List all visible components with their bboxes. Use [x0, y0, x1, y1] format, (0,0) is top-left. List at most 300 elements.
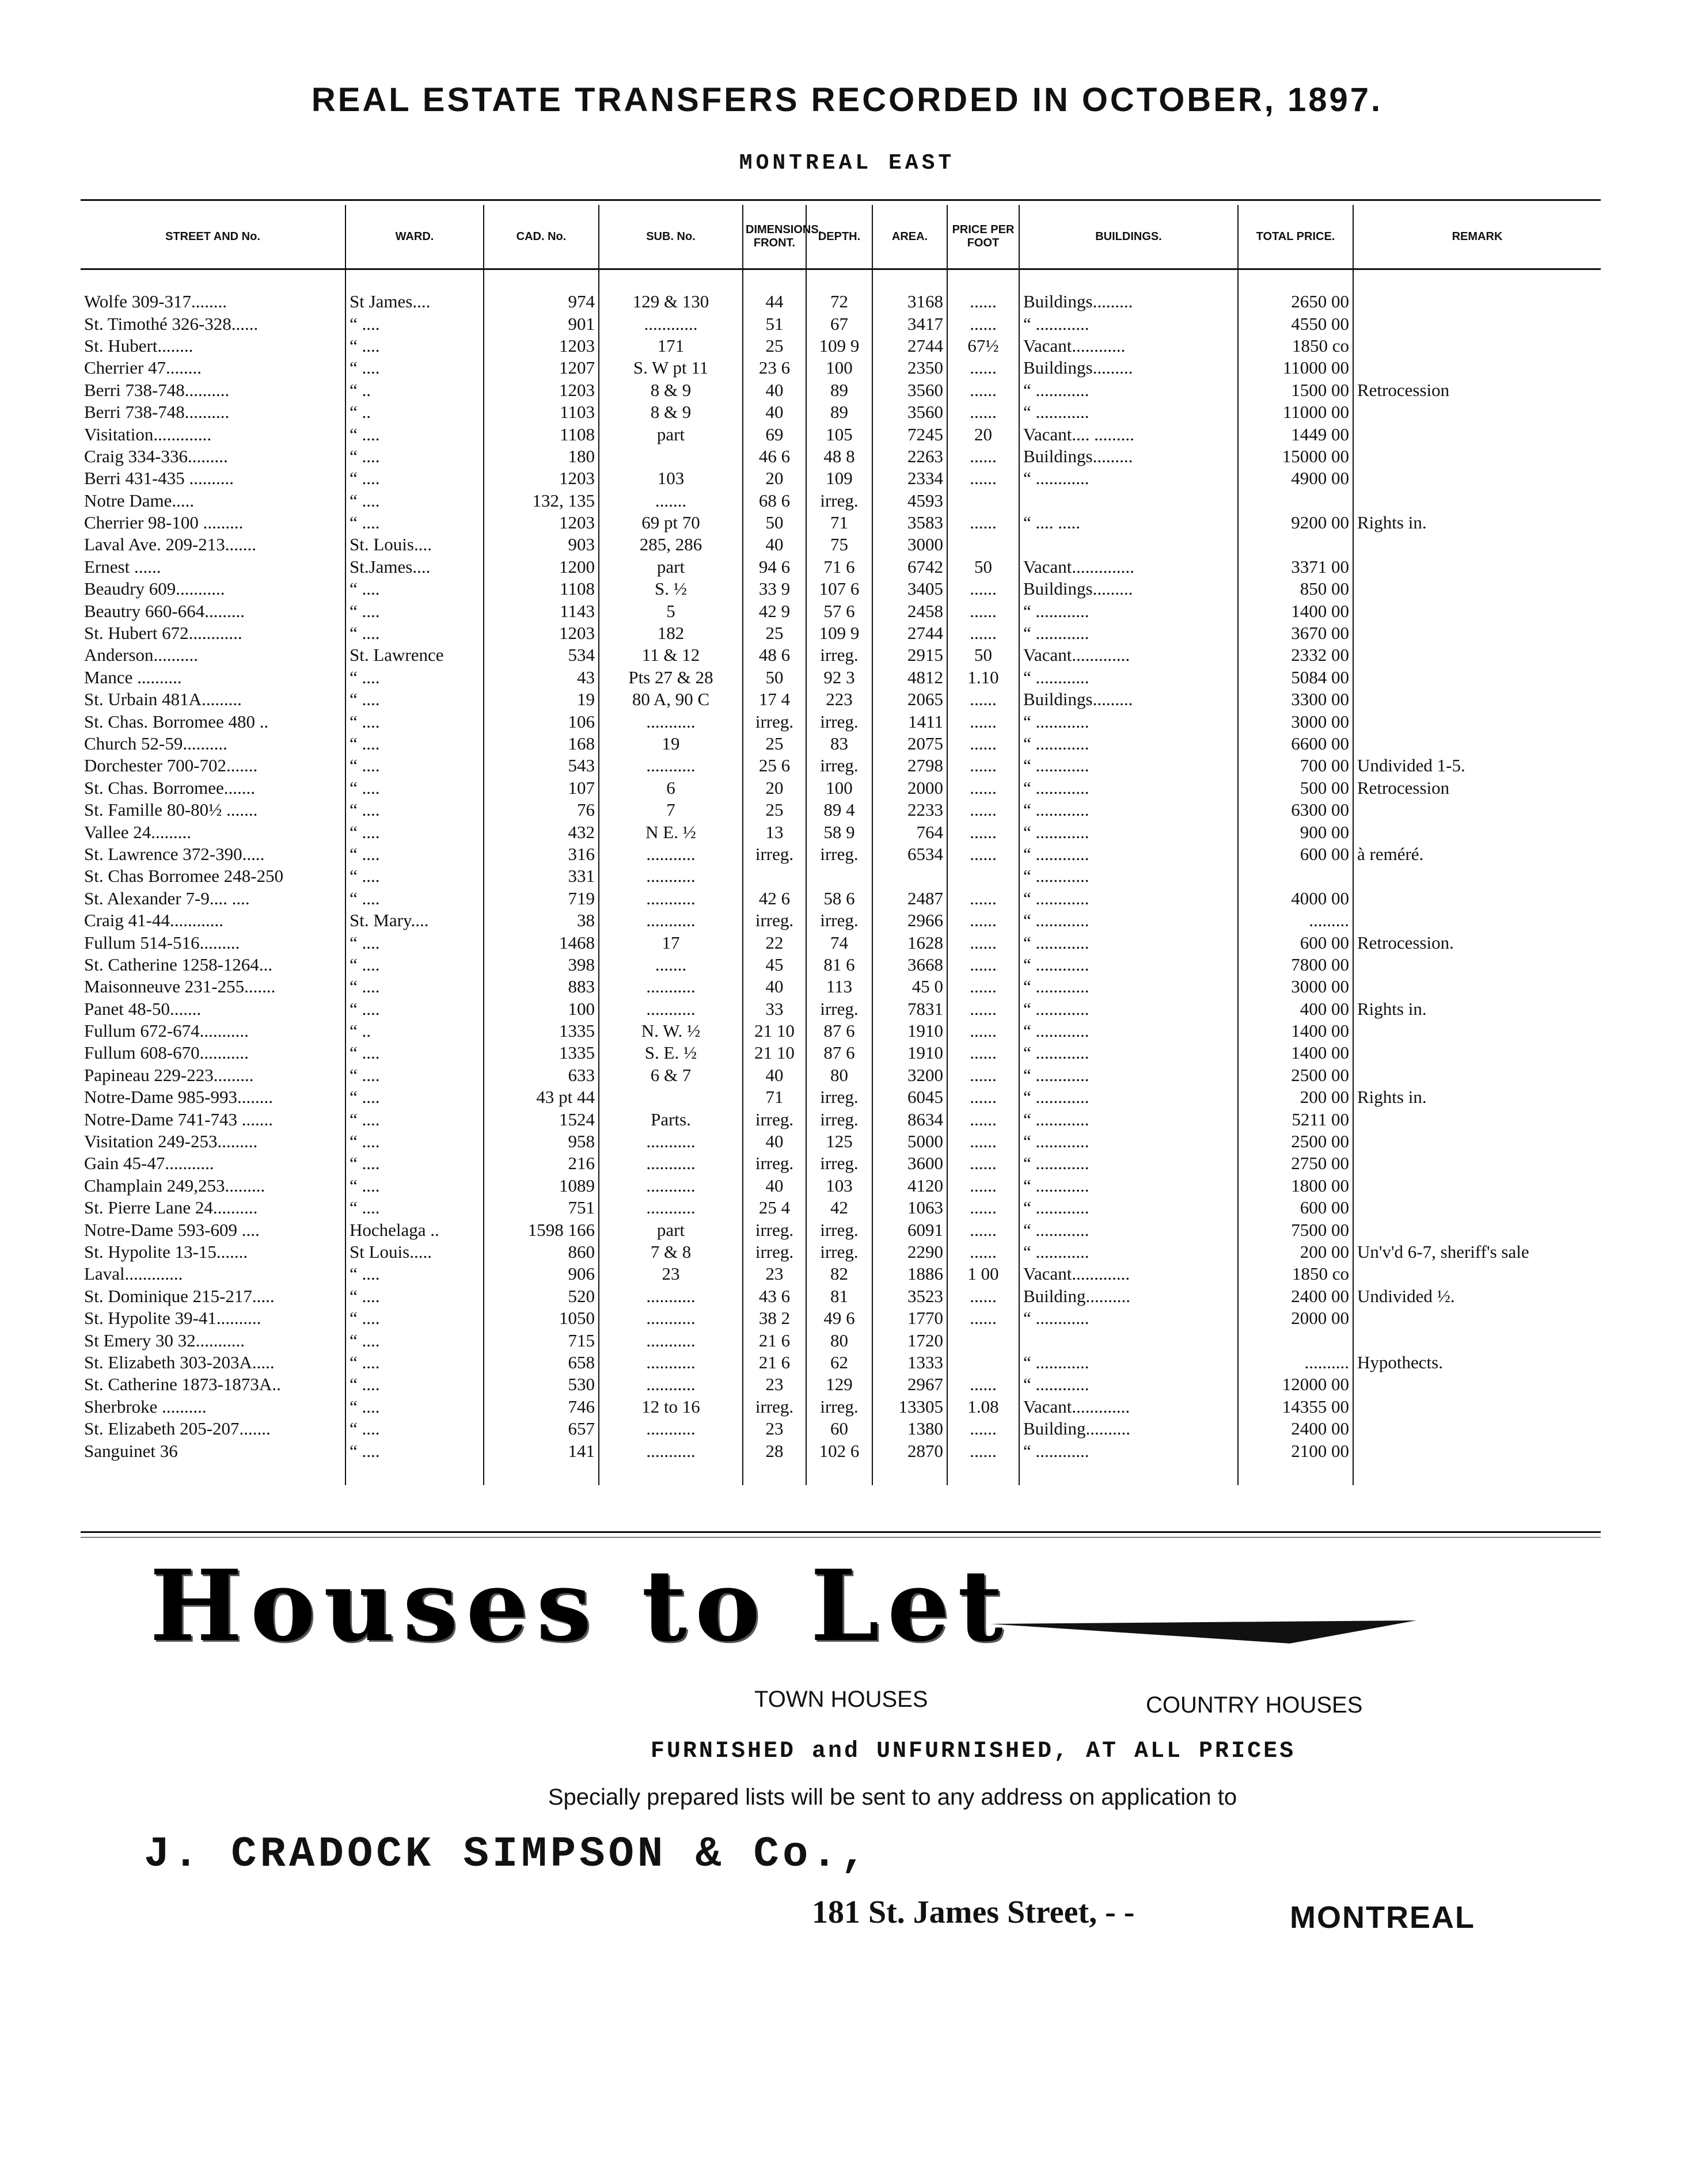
cell-street: Papineau 229-223......... — [84, 1064, 254, 1085]
cell-ward: “ .... — [345, 313, 484, 334]
cell-sub: Pts 27 & 28 — [599, 667, 743, 688]
cell-street: Craig 41-44............ — [84, 910, 223, 931]
cell-buildings: Building.......... — [1019, 1285, 1238, 1307]
cell-ward: “ .... — [345, 688, 484, 710]
cell-remark — [1353, 1042, 1601, 1064]
cell-buildings: “ ............ — [1019, 1086, 1238, 1108]
cell-buildings: Vacant.............. — [1019, 556, 1238, 578]
table-row — [81, 998, 1601, 1020]
cell-front: 46 6 — [743, 446, 806, 467]
cell-ward: “ .... — [345, 1396, 484, 1418]
cell-buildings: “ ............ — [1019, 821, 1238, 843]
cell-total-price: 15000 00 — [1238, 446, 1353, 467]
cell-total-price: 6300 00 — [1238, 799, 1353, 821]
cell-area: 1770 — [872, 1307, 947, 1329]
cell-sub — [599, 446, 743, 467]
cell-buildings: Building.......... — [1019, 1418, 1238, 1440]
cell-ward: “ .... — [345, 1131, 484, 1152]
cell-area: 2967 — [872, 1373, 947, 1395]
cell-cad: 1524 — [484, 1108, 599, 1130]
cell-total-price: .......... — [1238, 1352, 1353, 1373]
cell-area: 2233 — [872, 799, 947, 821]
cell-remark — [1353, 622, 1601, 644]
cell-remark — [1353, 269, 1601, 313]
table-body — [81, 269, 1601, 1485]
cell-sub: 129 & 130 — [599, 269, 743, 313]
table-row — [81, 644, 1601, 666]
cell-price-per-foot: 1.10 — [947, 667, 1019, 688]
cell-cad: 974 — [484, 269, 599, 313]
cell-price-per-foot: ...... — [947, 1175, 1019, 1197]
cell-front: 40 — [743, 976, 806, 998]
col-header-front: DIMENSIONS. FRONT. — [743, 205, 806, 269]
cell-total-price — [1238, 490, 1353, 512]
cell-sub: Parts. — [599, 1108, 743, 1130]
cell-price-per-foot — [947, 534, 1019, 555]
cell-price-per-foot: ...... — [947, 1152, 1019, 1174]
col-header-total-price: TOTAL PRICE. — [1238, 205, 1353, 269]
cell-price-per-foot: ...... — [947, 998, 1019, 1020]
cell-price-per-foot: ...... — [947, 1219, 1019, 1241]
cell-depth: 83 — [806, 733, 872, 755]
cell-sub: part — [599, 556, 743, 578]
cell-cad: 1089 — [484, 1175, 599, 1197]
cell-front: 48 6 — [743, 644, 806, 666]
cell-buildings: Buildings......... — [1019, 446, 1238, 467]
cell-street: Anderson.......... — [84, 645, 199, 665]
cell-buildings: Vacant.... ......... — [1019, 423, 1238, 445]
cell-depth: 48 8 — [806, 446, 872, 467]
cell-total-price: 2400 00 — [1238, 1285, 1353, 1307]
cell-ward: “ .... — [345, 843, 484, 865]
cell-buildings: Vacant............. — [1019, 1396, 1238, 1418]
cell-remark — [1353, 578, 1601, 600]
cell-depth: 100 — [806, 777, 872, 799]
cell-buildings: “ ............ — [1019, 622, 1238, 644]
cell-street: Laval............. — [84, 1264, 183, 1284]
table-row — [81, 1263, 1601, 1285]
cell-remark — [1353, 710, 1601, 732]
cell-buildings: “ ............ — [1019, 379, 1238, 401]
cell-price-per-foot: ...... — [947, 688, 1019, 710]
cell-depth: 103 — [806, 1175, 872, 1197]
cell-depth: 92 3 — [806, 667, 872, 688]
cell-sub: ........... — [599, 1329, 743, 1351]
cell-depth: irreg. — [806, 910, 872, 931]
cell-sub: ........... — [599, 843, 743, 865]
cell-buildings: “ ............ — [1019, 976, 1238, 998]
cell-buildings: “ ............ — [1019, 313, 1238, 334]
cell-area: 4120 — [872, 1175, 947, 1197]
cell-area: 2487 — [872, 888, 947, 910]
cell-area: 3168 — [872, 269, 947, 313]
cell-front: 40 — [743, 401, 806, 423]
cell-street: Sherbroke .......... — [84, 1396, 207, 1417]
cell-buildings: “ ............ — [1019, 1064, 1238, 1086]
cell-total-price: 600 00 — [1238, 1197, 1353, 1219]
cell-area: 1910 — [872, 1042, 947, 1064]
cell-area: 3560 — [872, 401, 947, 423]
table-row — [81, 313, 1601, 334]
cell-street: St. Lawrence 372-390..... — [84, 843, 265, 864]
cell-area: 2065 — [872, 688, 947, 710]
cell-depth: irreg. — [806, 1152, 872, 1174]
cell-buildings — [1019, 1329, 1238, 1351]
cell-cad: 1143 — [484, 600, 599, 622]
cell-street: Visitation 249-253......... — [84, 1131, 258, 1152]
cell-front: 20 — [743, 777, 806, 799]
cell-street: Laval Ave. 209-213....... — [84, 534, 257, 555]
cell-cad: 1103 — [484, 401, 599, 423]
cell-ward: St. Lawrence — [345, 644, 484, 666]
cell-street: Notre-Dame 985-993........ — [84, 1087, 273, 1108]
cell-cad: 38 — [484, 910, 599, 931]
cell-street: St. Catherine 1873-1873A.. — [84, 1374, 281, 1395]
cell-remark — [1353, 1131, 1601, 1152]
cell-remark — [1353, 733, 1601, 755]
cell-price-per-foot: ...... — [947, 710, 1019, 732]
cell-buildings: “ ............ — [1019, 733, 1238, 755]
cell-sub: 17 — [599, 931, 743, 953]
cell-remark — [1353, 313, 1601, 334]
table-row — [81, 1175, 1601, 1197]
cell-buildings: Vacant............. — [1019, 644, 1238, 666]
cell-area: 3600 — [872, 1152, 947, 1174]
cell-remark — [1353, 667, 1601, 688]
col-header-street: STREET AND No. — [81, 205, 345, 269]
cell-depth: irreg. — [806, 755, 872, 777]
cell-cad: 1108 — [484, 423, 599, 445]
cell-cad: 168 — [484, 733, 599, 755]
table-row — [81, 667, 1601, 688]
cell-depth: 71 6 — [806, 556, 872, 578]
cell-ward: “ .... — [345, 467, 484, 489]
cell-total-price: 600 00 — [1238, 843, 1353, 865]
cell-price-per-foot: ...... — [947, 401, 1019, 423]
cell-remark — [1353, 865, 1601, 887]
cell-ward: “ .... — [345, 578, 484, 600]
cell-front: 23 — [743, 1418, 806, 1440]
cell-street: Notre Dame..... — [84, 490, 195, 511]
cell-sub: ....... — [599, 954, 743, 976]
table-row — [81, 1020, 1601, 1042]
table-row — [81, 777, 1601, 799]
cell-depth: 81 6 — [806, 954, 872, 976]
cell-price-per-foot — [947, 490, 1019, 512]
cell-price-per-foot: ...... — [947, 888, 1019, 910]
cell-ward: St James.... — [345, 269, 484, 313]
cell-front: 42 9 — [743, 600, 806, 622]
cell-buildings — [1019, 534, 1238, 555]
cell-buildings: “ .... ..... — [1019, 512, 1238, 534]
table-row — [81, 1042, 1601, 1064]
cell-buildings — [1019, 490, 1238, 512]
cell-depth: 129 — [806, 1373, 872, 1395]
cell-buildings: Vacant............. — [1019, 1263, 1238, 1285]
cell-price-per-foot: ...... — [947, 446, 1019, 467]
cell-ward: “ .... — [345, 888, 484, 910]
cell-area — [872, 865, 947, 887]
cell-front: 25 — [743, 335, 806, 357]
cell-price-per-foot — [947, 1352, 1019, 1373]
cell-remark — [1353, 467, 1601, 489]
cell-depth: irreg. — [806, 1219, 872, 1241]
table-row — [81, 600, 1601, 622]
cell-street: Berri 431-435 .......... — [84, 468, 234, 489]
cell-price-per-foot: ...... — [947, 777, 1019, 799]
cell-total-price: 11000 00 — [1238, 401, 1353, 423]
cell-street: Mance .......... — [84, 667, 182, 687]
cell-sub: 285, 286 — [599, 534, 743, 555]
cell-price-per-foot: ...... — [947, 799, 1019, 821]
cell-front: 44 — [743, 269, 806, 313]
cell-price-per-foot: ...... — [947, 357, 1019, 379]
cell-front: 40 — [743, 1131, 806, 1152]
table-row — [81, 755, 1601, 777]
cell-remark: Undivided 1-5. — [1353, 755, 1601, 777]
cell-area: 45 0 — [872, 976, 947, 998]
cell-price-per-foot: ...... — [947, 976, 1019, 998]
cell-total-price: 500 00 — [1238, 777, 1353, 799]
cell-front: 28 — [743, 1440, 806, 1485]
cell-ward: “ .... — [345, 357, 484, 379]
cell-depth: irreg. — [806, 1108, 872, 1130]
cell-remark — [1353, 1020, 1601, 1042]
cell-price-per-foot: 20 — [947, 423, 1019, 445]
cell-price-per-foot: ...... — [947, 379, 1019, 401]
cell-sub: 171 — [599, 335, 743, 357]
table-row — [81, 512, 1601, 534]
cell-remark — [1353, 1418, 1601, 1440]
cell-remark — [1353, 1108, 1601, 1130]
cell-remark: Retrocession — [1353, 777, 1601, 799]
table-row — [81, 1197, 1601, 1219]
cell-front: 25 6 — [743, 755, 806, 777]
cell-street: Craig 334-336......... — [84, 446, 228, 466]
cell-area: 2744 — [872, 335, 947, 357]
table-row — [81, 1329, 1601, 1351]
table-row — [81, 865, 1601, 887]
cell-cad: 331 — [484, 865, 599, 887]
cell-front: irreg. — [743, 1219, 806, 1241]
cell-cad: 1203 — [484, 379, 599, 401]
bottom-rule — [81, 1531, 1601, 1533]
cell-price-per-foot: ...... — [947, 1131, 1019, 1152]
cell-front: 25 4 — [743, 1197, 806, 1219]
cell-depth: irreg. — [806, 710, 872, 732]
cell-price-per-foot: ...... — [947, 1440, 1019, 1485]
col-header-area: AREA. — [872, 205, 947, 269]
cell-depth: 105 — [806, 423, 872, 445]
cell-total-price: 1400 00 — [1238, 1020, 1353, 1042]
table-row — [81, 534, 1601, 555]
cell-remark: Rights in. — [1353, 998, 1601, 1020]
cell-ward: “ .... — [345, 976, 484, 998]
cell-area: 8634 — [872, 1108, 947, 1130]
cell-remark: Hypothects. — [1353, 1352, 1601, 1373]
cell-sub: 8 & 9 — [599, 379, 743, 401]
cell-buildings: “ ............ — [1019, 888, 1238, 910]
cell-ward: “ .... — [345, 821, 484, 843]
cell-total-price: 5084 00 — [1238, 667, 1353, 688]
cell-ward: “ .... — [345, 1263, 484, 1285]
cell-buildings: “ ............ — [1019, 755, 1238, 777]
cell-price-per-foot: ...... — [947, 1418, 1019, 1440]
cell-depth: 49 6 — [806, 1307, 872, 1329]
cell-ward: St Louis..... — [345, 1241, 484, 1263]
cell-depth: 100 — [806, 357, 872, 379]
cell-price-per-foot: ...... — [947, 600, 1019, 622]
cell-sub: 12 to 16 — [599, 1396, 743, 1418]
cell-cad: 1200 — [484, 556, 599, 578]
cell-remark — [1353, 821, 1601, 843]
cell-cad: 543 — [484, 755, 599, 777]
cell-depth: 109 9 — [806, 335, 872, 357]
cell-area: 3560 — [872, 379, 947, 401]
cell-front: 40 — [743, 534, 806, 555]
cell-buildings: “ ............ — [1019, 843, 1238, 865]
cell-area: 2798 — [872, 755, 947, 777]
cell-price-per-foot: ...... — [947, 733, 1019, 755]
cell-ward: “ .... — [345, 755, 484, 777]
cell-buildings: “ ............ — [1019, 667, 1238, 688]
cell-remark — [1353, 1152, 1601, 1174]
cell-sub: 6 — [599, 777, 743, 799]
cell-price-per-foot: ...... — [947, 1373, 1019, 1395]
table-row — [81, 578, 1601, 600]
cell-front: irreg. — [743, 843, 806, 865]
cell-area: 2350 — [872, 357, 947, 379]
cell-buildings: “ ............ — [1019, 401, 1238, 423]
table-row — [81, 1219, 1601, 1241]
cell-ward: “ .... — [345, 1064, 484, 1086]
cell-sub: ........... — [599, 1152, 743, 1174]
cell-front: 43 6 — [743, 1285, 806, 1307]
cell-front: irreg. — [743, 710, 806, 732]
cell-price-per-foot — [947, 1329, 1019, 1351]
cell-front: 20 — [743, 467, 806, 489]
cell-total-price: 6600 00 — [1238, 733, 1353, 755]
cell-total-price: 2650 00 — [1238, 269, 1353, 313]
cell-area: 2458 — [872, 600, 947, 622]
cell-front: 42 6 — [743, 888, 806, 910]
table-row — [81, 1352, 1601, 1373]
cell-remark — [1353, 490, 1601, 512]
cell-buildings: “ ............ — [1019, 1307, 1238, 1329]
cell-price-per-foot: ...... — [947, 1285, 1019, 1307]
cell-total-price: 2332 00 — [1238, 644, 1353, 666]
cell-price-per-foot: ...... — [947, 1241, 1019, 1263]
cell-buildings: “ ............ — [1019, 1241, 1238, 1263]
cell-sub: ........... — [599, 998, 743, 1020]
cell-sub: ........... — [599, 1307, 743, 1329]
cell-ward: “ .... — [345, 931, 484, 953]
cell-depth: 67 — [806, 313, 872, 334]
table-row — [81, 799, 1601, 821]
cell-area: 2744 — [872, 622, 947, 644]
cell-area: 1720 — [872, 1329, 947, 1351]
cell-buildings: “ ............ — [1019, 777, 1238, 799]
lists-line: Specially prepared lists will be sent to any address on application to — [548, 1785, 1237, 1810]
page-title: REAL ESTATE TRANSFERS RECORDED IN OCTOBER, 1897. — [311, 81, 1383, 119]
table-row — [81, 1241, 1601, 1263]
col-header-sub: SUB. No. — [599, 205, 743, 269]
page-subtitle: MONTREAL EAST — [739, 151, 955, 176]
cell-ward: “ .... — [345, 1373, 484, 1395]
cell-cad: 530 — [484, 1373, 599, 1395]
cell-area: 3000 — [872, 534, 947, 555]
table-row — [81, 954, 1601, 976]
cell-area: 2915 — [872, 644, 947, 666]
cell-ward: “ .... — [345, 998, 484, 1020]
cell-front: irreg. — [743, 1396, 806, 1418]
furnished-line: FURNISHED and UNFURNISHED, AT ALL PRICES — [650, 1738, 1296, 1764]
cell-total-price: ......... — [1238, 910, 1353, 931]
cell-remark — [1353, 335, 1601, 357]
cell-front: 71 — [743, 1086, 806, 1108]
cell-cad: 715 — [484, 1329, 599, 1351]
cell-depth: irreg. — [806, 1396, 872, 1418]
cell-buildings: “ ............ — [1019, 467, 1238, 489]
cell-buildings: “ ............ — [1019, 998, 1238, 1020]
cell-buildings: “ ............ — [1019, 1131, 1238, 1152]
cell-total-price: 3670 00 — [1238, 622, 1353, 644]
cell-cad: 316 — [484, 843, 599, 865]
cell-ward: “ .... — [345, 1352, 484, 1373]
cell-sub: part — [599, 423, 743, 445]
cell-street: Fullum 514-516......... — [84, 932, 240, 953]
cell-ward: “ .... — [345, 954, 484, 976]
cell-price-per-foot: 1 00 — [947, 1263, 1019, 1285]
cell-sub: ........... — [599, 1373, 743, 1395]
cell-depth: 109 9 — [806, 622, 872, 644]
cell-total-price — [1238, 1329, 1353, 1351]
table-row — [81, 467, 1601, 489]
cell-depth: 58 9 — [806, 821, 872, 843]
cell-remark — [1353, 556, 1601, 578]
cell-ward: “ .... — [345, 446, 484, 467]
table-row — [81, 910, 1601, 931]
cell-buildings: “ ............ — [1019, 799, 1238, 821]
cell-area: 3668 — [872, 954, 947, 976]
cell-front: 94 6 — [743, 556, 806, 578]
cell-buildings: “ ............ — [1019, 1373, 1238, 1395]
cell-price-per-foot: ...... — [947, 269, 1019, 313]
cell-total-price: 5211 00 — [1238, 1108, 1353, 1130]
cell-total-price: 4550 00 — [1238, 313, 1353, 334]
cell-total-price — [1238, 865, 1353, 887]
cell-remark — [1353, 446, 1601, 467]
cell-ward: “ .... — [345, 777, 484, 799]
cell-depth: 87 6 — [806, 1042, 872, 1064]
cell-depth: 89 4 — [806, 799, 872, 821]
cell-area: 1628 — [872, 931, 947, 953]
cell-front: irreg. — [743, 1152, 806, 1174]
cell-street: Panet 48-50....... — [84, 998, 202, 1019]
cell-street: Dorchester 700-702....... — [84, 755, 258, 776]
cell-street: Wolfe 309-317........ — [84, 291, 227, 312]
cell-ward: “ .... — [345, 1285, 484, 1307]
cell-price-per-foot: ...... — [947, 578, 1019, 600]
cell-area: 6534 — [872, 843, 947, 865]
cell-ward: “ .... — [345, 1086, 484, 1108]
cell-buildings: Vacant............ — [1019, 335, 1238, 357]
cell-price-per-foot: ...... — [947, 821, 1019, 843]
cell-area: 13305 — [872, 1396, 947, 1418]
transfers-table — [81, 205, 1601, 1485]
cell-buildings: “ ............ — [1019, 1197, 1238, 1219]
top-rule — [81, 199, 1601, 201]
